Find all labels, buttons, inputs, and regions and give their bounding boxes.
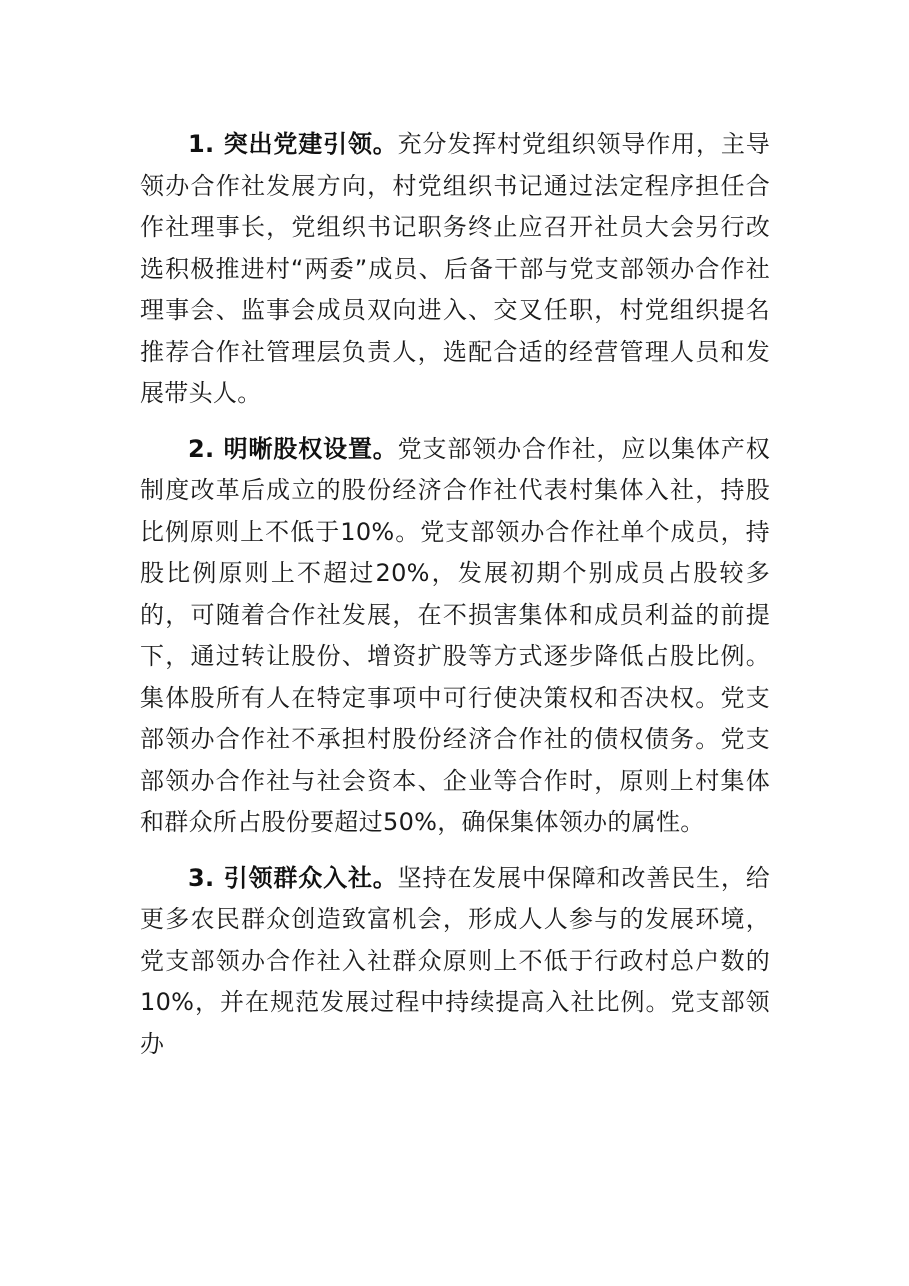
paragraph-heading: 引领群众入社。	[223, 863, 398, 892]
paragraph-heading: 明晰股权设置。	[223, 434, 398, 463]
paragraph-heading: 突出党建引领。	[223, 130, 398, 158]
paragraph-party-leadership	[140, 124, 770, 415]
document-body	[140, 124, 770, 1079]
paragraph-body: 党支部领办合作社，应以集体产权制度改革后成立的股份经济合作社代表村集体入社，持股比例原则上不低于10%。党支部领办合作社单个成员，持股比例原则上不超过20%，发展初期个别成员占股较多的，可随着合作社发展，在不损害集体和成员利益的前提下，通过转让股份、增资扩股等方式逐步降低占股比例。集体股所有人在特定事项中可行使决策权和否决权。党支部领办合作社不承担村股份经济合作社的债权债务。党支部领办合作社与社会资本、企业等合作时，原则上村集体和群众所占股份要超过50%，确保集体领办的属性。	[140, 434, 771, 836]
paragraph-body: 坚持在发展中保障和改善民生，给更多农民群众创造致富机会，形成人人参与的发展环境，党支部领办合作社入社群众原则上不低于行政村总户数的10%，并在规范发展过程中持续提高入社比例。党支部领办	[140, 863, 771, 1058]
paragraph-mass-membership	[140, 858, 770, 1066]
paragraph-number: 1.	[188, 130, 224, 158]
paragraph-number: 3.	[188, 863, 224, 892]
paragraph-body: 充分发挥村党组织领导作用，主导领办合作社发展方向，村党组织书记通过法定程序担任合作社理事长，党组织书记职务终止应召开社员大会另行改选积极推进村“两委”成员、后备干部与党支部领办合作社理事会、监事会成员双向进入、交叉任职，村党组织提名推荐合作社管理层负责人，选配合适的经营管理人员和发展带头人。	[140, 130, 771, 407]
paragraph-equity-setup	[140, 429, 770, 844]
paragraph-number: 2.	[188, 434, 224, 463]
